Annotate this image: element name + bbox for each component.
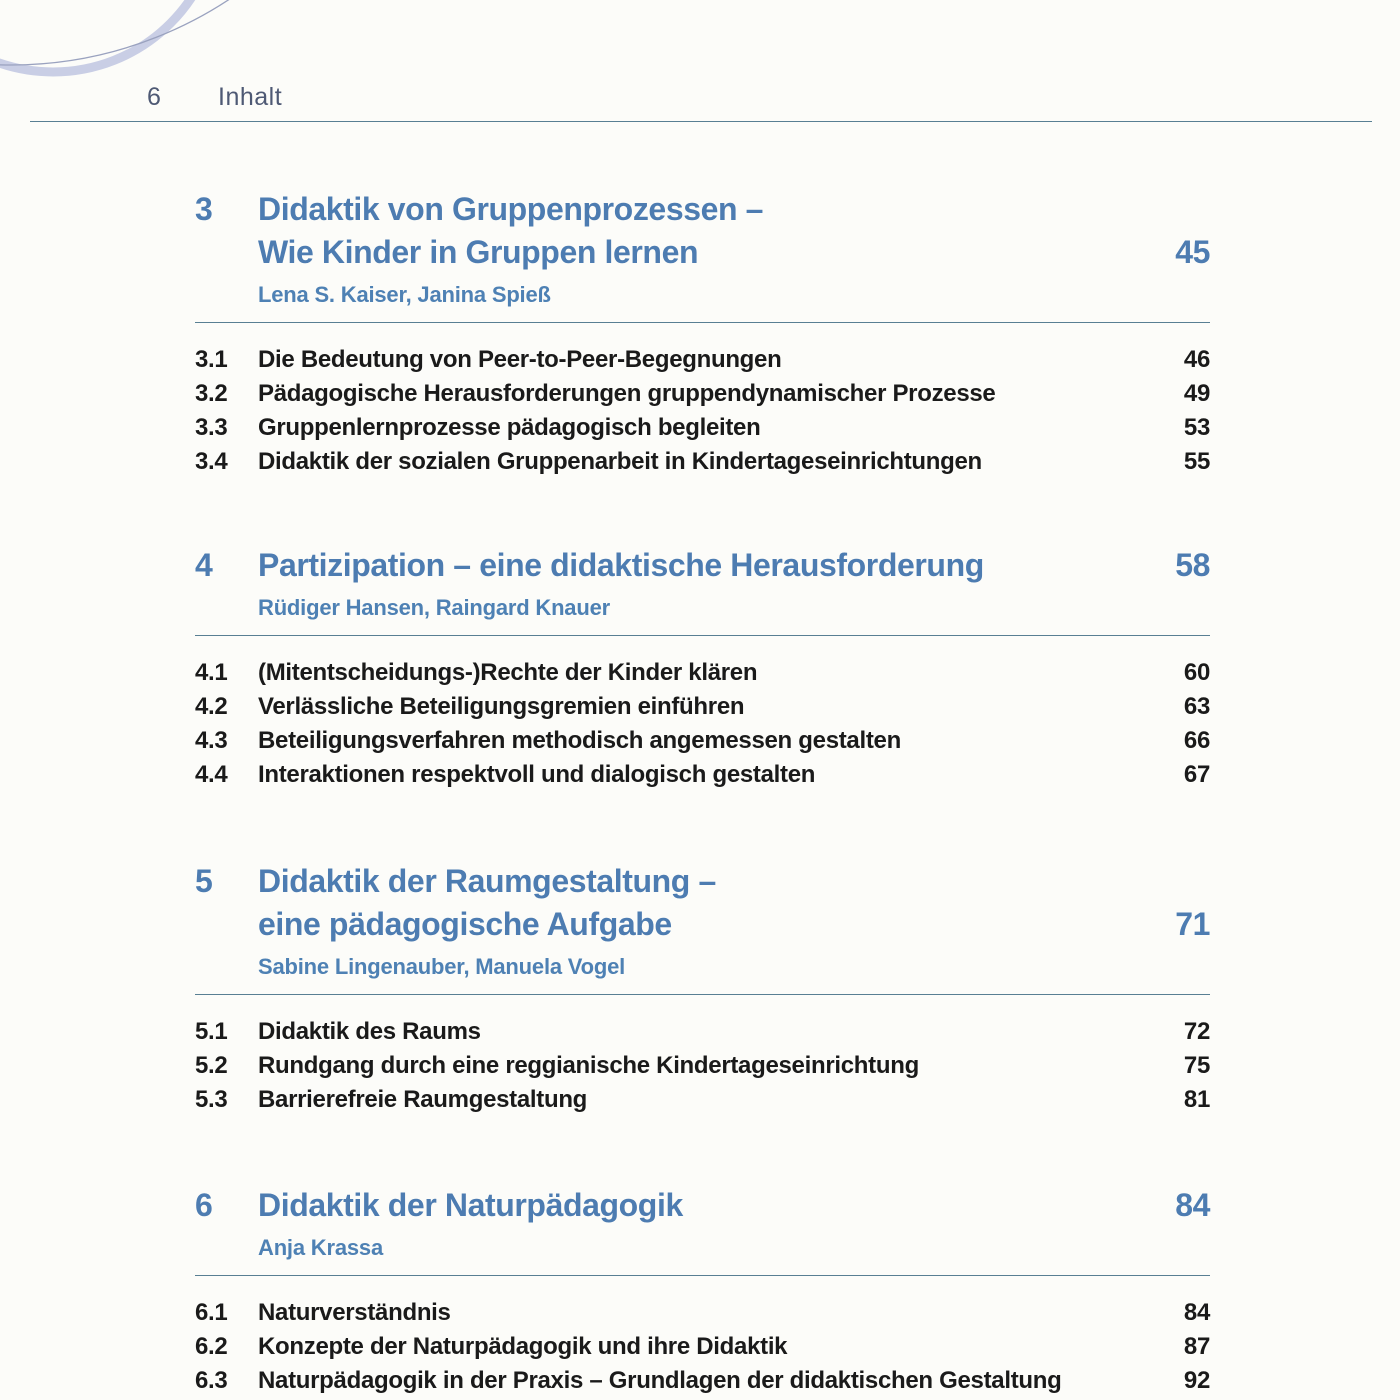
entry-page-number: 55 xyxy=(1183,448,1210,475)
chapter-divider xyxy=(195,322,1210,323)
entry-page-number: 87 xyxy=(1183,1333,1210,1360)
chapter-authors: Rüdiger Hansen, Raingard Knauer xyxy=(258,595,610,620)
chapter-page-number: 58 xyxy=(1175,547,1210,583)
toc-entry xyxy=(195,724,1210,758)
entry-title: Konzepte der Naturpädagogik und ihre Didaktik xyxy=(258,1333,788,1360)
entry-title: Verlässliche Beteiligungsgremien einführen xyxy=(258,693,745,720)
entry-page-number: 66 xyxy=(1183,727,1210,754)
chapter-title-line: Wie Kinder in Gruppen lernen xyxy=(258,234,699,270)
chapter-entries xyxy=(195,656,1210,792)
header-divider xyxy=(30,121,1372,122)
entry-page-number: 53 xyxy=(1183,414,1210,441)
running-header-title: Inhalt xyxy=(218,83,283,111)
chapter-title-line: Didaktik der Naturpädagogik xyxy=(258,1187,683,1223)
entry-number: 4.3 xyxy=(195,727,228,754)
chapter-5 xyxy=(195,860,1210,1117)
chapter-6 xyxy=(195,1184,1210,1398)
entry-title: Pädagogische Herausforderungen gruppendynamischer Prozesse xyxy=(258,380,996,407)
entry-number: 5.1 xyxy=(195,1018,228,1045)
entry-number: 4.1 xyxy=(195,659,228,686)
toc-entry xyxy=(195,1364,1210,1398)
entry-page-number: 63 xyxy=(1183,693,1210,720)
toc-entry xyxy=(195,1083,1210,1117)
toc-entry xyxy=(195,343,1210,377)
entry-number: 5.3 xyxy=(195,1086,228,1113)
chapter-3 xyxy=(195,188,1210,479)
entry-page-number: 67 xyxy=(1183,761,1210,788)
chapter-divider xyxy=(195,1275,1210,1276)
entry-title: Didaktik der sozialen Gruppenarbeit in Kindertageseinrichtungen xyxy=(258,448,982,475)
chapter-page-number: 84 xyxy=(1175,1187,1210,1223)
running-page-number: 6 xyxy=(147,83,161,111)
entry-number: 5.2 xyxy=(195,1052,228,1079)
entry-page-number: 81 xyxy=(1183,1086,1210,1113)
entry-title: Didaktik des Raums xyxy=(258,1018,481,1045)
entry-number: 6.2 xyxy=(195,1333,228,1360)
entry-number: 3.3 xyxy=(195,414,228,441)
entry-title: Barrierefreie Raumgestaltung xyxy=(258,1086,588,1113)
entry-number: 6.1 xyxy=(195,1299,228,1326)
toc-entry xyxy=(195,1296,1210,1330)
entry-page-number: 60 xyxy=(1183,659,1210,686)
chapter-title-line: Partizipation – eine didaktische Herausforderung xyxy=(258,547,984,583)
entry-number: 4.4 xyxy=(195,761,228,788)
toc-entry xyxy=(195,690,1210,724)
chapter-title-line: Didaktik von Gruppenprozessen – xyxy=(258,191,764,227)
entry-page-number: 92 xyxy=(1183,1367,1210,1394)
entry-number: 6.3 xyxy=(195,1367,228,1394)
entry-page-number: 46 xyxy=(1183,346,1210,373)
chapter-page-number: 71 xyxy=(1175,906,1210,942)
chapter-divider xyxy=(195,994,1210,995)
entry-title: (Mitentscheidungs-)Rechte der Kinder klären xyxy=(258,659,758,686)
chapter-title xyxy=(258,860,1155,946)
entry-title: Interaktionen respektvoll und dialogisch gestalten xyxy=(258,761,816,788)
toc-entry xyxy=(195,1049,1210,1083)
chapter-title-line: Didaktik der Raumgestaltung – xyxy=(258,863,716,899)
chapter-entries xyxy=(195,1296,1210,1398)
entry-number: 3.1 xyxy=(195,346,228,373)
entry-page-number: 84 xyxy=(1183,1299,1210,1326)
chapter-number: 5 xyxy=(195,863,213,899)
entry-title: Beteiligungsverfahren methodisch angemessen gestalten xyxy=(258,727,901,754)
toc-entry xyxy=(195,411,1210,445)
toc-entry xyxy=(195,758,1210,792)
chapter-authors: Sabine Lingenauber, Manuela Vogel xyxy=(258,954,626,979)
chapter-title-line: eine pädagogische Aufgabe xyxy=(258,906,672,942)
toc-entry xyxy=(195,1330,1210,1364)
entry-title: Rundgang durch eine reggianische Kindertageseinrichtung xyxy=(258,1052,919,1079)
chapter-authors: Anja Krassa xyxy=(258,1235,383,1260)
chapter-heading xyxy=(195,1184,1210,1227)
toc-entry xyxy=(195,1015,1210,1049)
toc-entry xyxy=(195,445,1210,479)
entry-number: 4.2 xyxy=(195,693,228,720)
chapter-authors: Lena S. Kaiser, Janina Spieß xyxy=(258,282,551,307)
chapter-number: 3 xyxy=(195,191,213,227)
toc-entry xyxy=(195,377,1210,411)
chapter-4 xyxy=(195,544,1210,792)
entry-page-number: 49 xyxy=(1183,380,1210,407)
entry-title: Gruppenlernprozesse pädagogisch begleiten xyxy=(258,414,761,441)
toc-entry xyxy=(195,656,1210,690)
entry-number: 3.4 xyxy=(195,448,228,475)
chapter-entries xyxy=(195,1015,1210,1117)
entry-title: Die Bedeutung von Peer-to-Peer-Begegnungen xyxy=(258,346,782,373)
chapter-heading xyxy=(195,188,1210,274)
entry-title: Naturpädagogik in der Praxis – Grundlagen der didaktischen Gestaltung xyxy=(258,1367,1062,1394)
entry-page-number: 72 xyxy=(1183,1018,1210,1045)
chapter-divider xyxy=(195,635,1210,636)
chapter-entries xyxy=(195,343,1210,479)
entry-number: 3.2 xyxy=(195,380,228,407)
chapter-number: 4 xyxy=(195,547,213,583)
chapter-title xyxy=(258,188,1155,274)
entry-page-number: 75 xyxy=(1183,1052,1210,1079)
chapter-title xyxy=(258,1184,1155,1227)
chapter-page-number: 45 xyxy=(1175,234,1210,270)
chapter-title xyxy=(258,544,1155,587)
chapter-heading xyxy=(195,544,1210,587)
chapter-heading xyxy=(195,860,1210,946)
chapter-number: 6 xyxy=(195,1187,213,1223)
entry-title: Naturverständnis xyxy=(258,1299,451,1326)
